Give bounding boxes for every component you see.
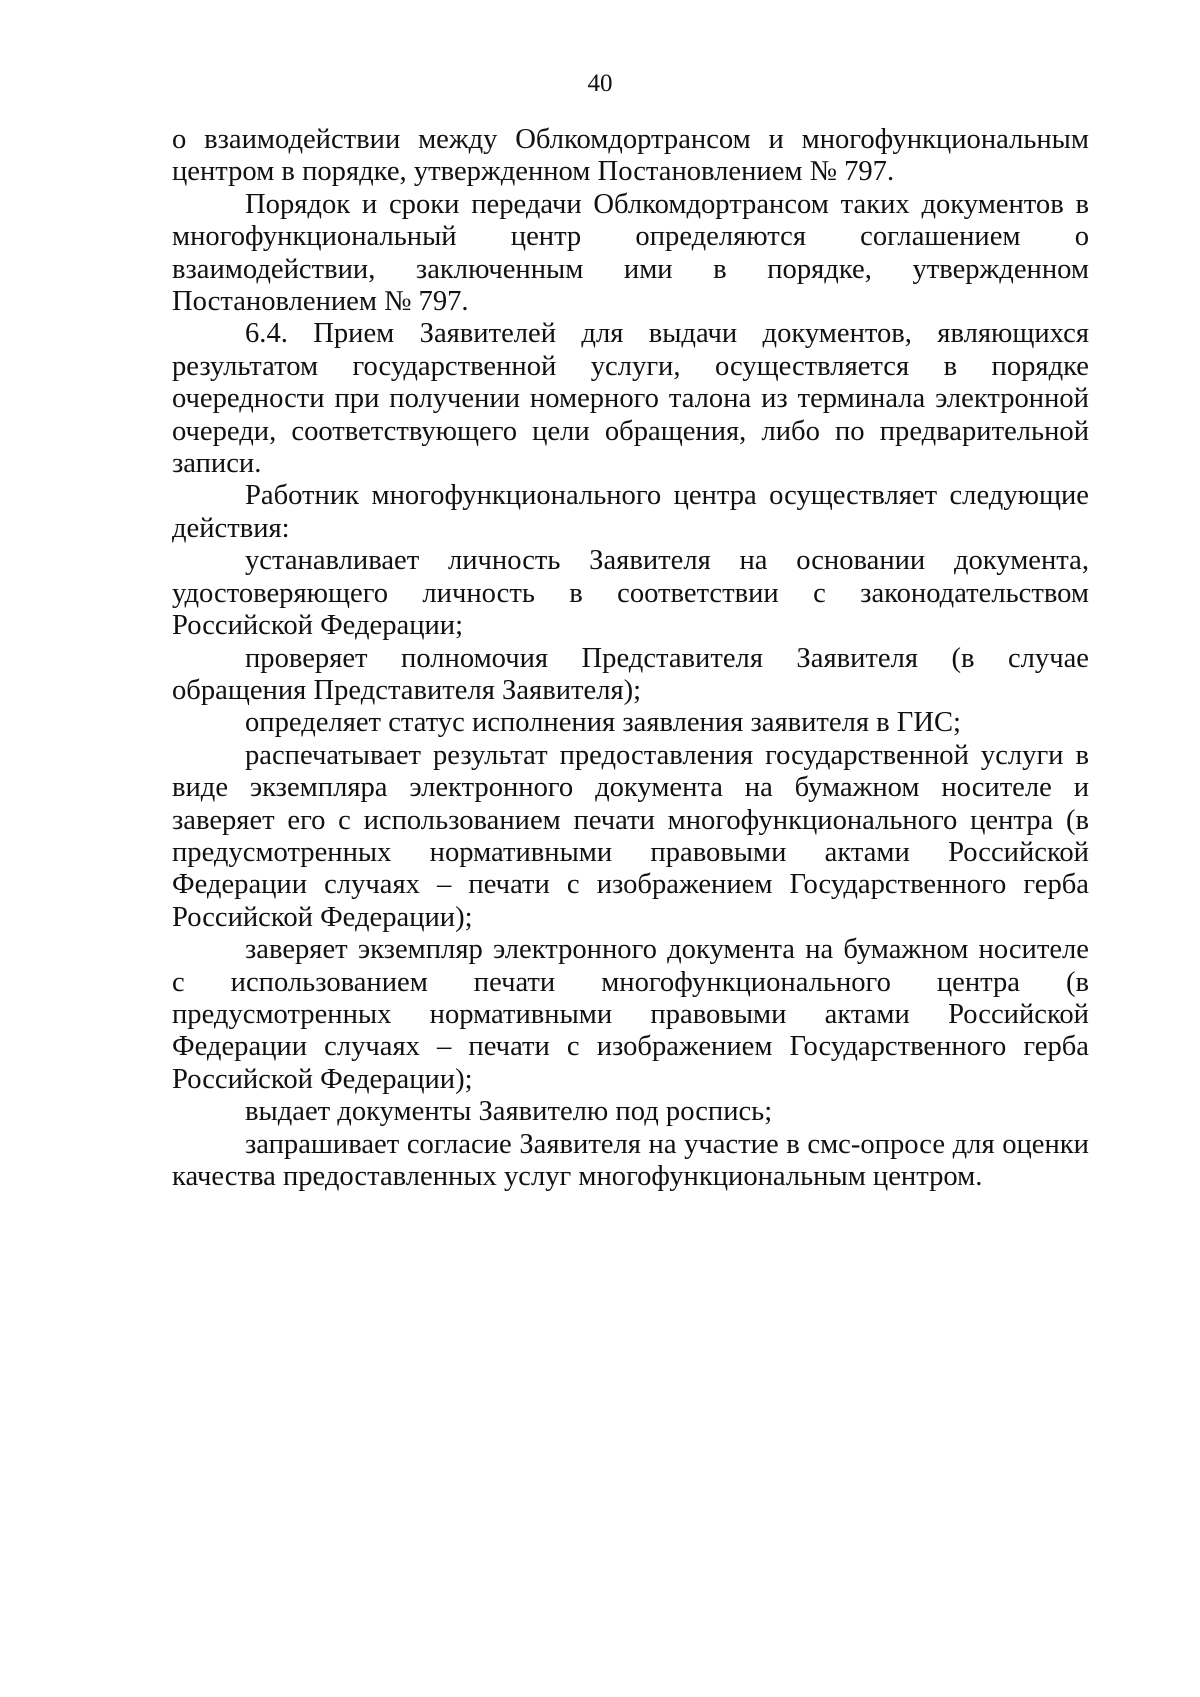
paragraph-6-4-reception: 6.4. Прием Заявителей для выдачи документов, являющихся результатом государственной услуги, осуществляется в порядке очередности при получении номерного талона из терминала электронной очереди, соответствующего цели обращения, либо по предварительной записи. [172, 318, 1089, 480]
list-item-authority-check: проверяет полномочия Представителя Заявителя (в случае обращения Представителя Заявителя); [172, 642, 1089, 706]
page-number: 40 [587, 70, 613, 97]
list-item-certify-copy: заверяет экземпляр электронного документа на бумажном носителе с использованием печати многофункционального центра (в предусмотренных нормативными правовыми актами Российской Федерации случаях – печати с изображением Государственного герба Российской Федерации); [172, 934, 1089, 1095]
paragraph-employee-actions: Работник многофункционального центра осуществляет следующие действия: [172, 480, 1089, 544]
list-item-print-result: распечатывает результат предоставления государственной услуги в виде экземпляра электронного документа на бумажном носителе и заверяет его с использованием печати многофункционального центра (в предусмотренных нормативными правовыми актами Российской Федерации случаях – печати с изображением Государственного герба Российской Федерации); [172, 739, 1089, 933]
document-body [172, 124, 1089, 1193]
list-item-identity: устанавливает личность Заявителя на основании документа, удостоверяющего личность в соответствии с законодательством Российской Федерации; [172, 545, 1089, 642]
paragraph-transfer-terms: Порядок и сроки передачи Облкомдортрансом таких документов в многофункциональный центр определяются соглашением о взаимодействии, заключенным ими в порядке, утвержденном Постановлением № 797. [172, 188, 1089, 318]
list-item-issue-documents: выдает документы Заявителю под роспись; [245, 1096, 773, 1128]
list-item-status-check: определяет статус исполнения заявления заявителя в ГИС; [245, 707, 962, 739]
paragraph-continuation: о взаимодействии между Облкомдортрансом и многофункциональным центром в порядке, утвержденном Постановлением № 797. [172, 124, 1089, 188]
list-item-sms-survey: запрашивает согласие Заявителя на участие в смс-опросе для оценки качества предоставленных услуг многофункциональным центром. [172, 1128, 1089, 1192]
